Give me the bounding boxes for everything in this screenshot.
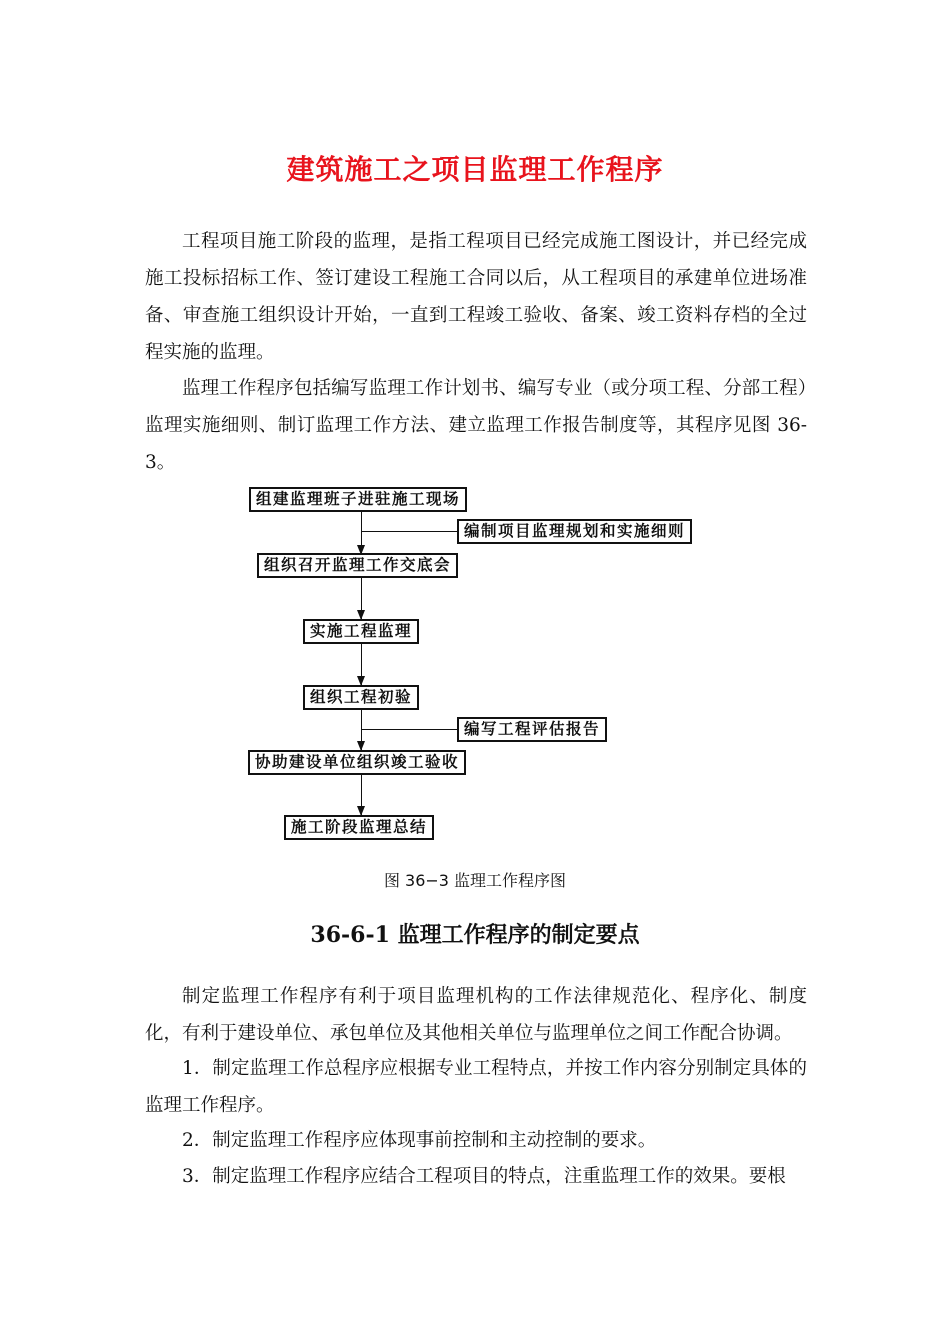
section-paragraph: 制定监理工作程序有利于项目监理机构的工作法律规范化、程序化、制度化，有利于建设单位、承包单位及其他相关单位与监理单位之间工作配合协调。 [145,986,807,1044]
side-input-connector [362,729,457,730]
flow-step-5: 协助建设单位组织竣工验收 [248,750,466,775]
intro-paragraph-1: 工程项目施工阶段的监理，是指工程项目已经完成施工图设计，并已经完成施工投标招标工作、签订建设工程施工合同以后，从工程项目的承建单位进场准备、审查施工组织设计开始，一直到工程竣工验收、备案、竣工资料存档的全过程实施的监理。 [145,231,807,363]
figure-caption: 图 36−3 监理工作程序图 [383,871,567,890]
flow-step-6: 施工阶段监理总结 [284,815,434,840]
document-title: 建筑施工之项目监理工作程序 [286,153,664,186]
list-item-1: 1．制定监理工作总程序应根据专业工程特点，并按工作内容分别制定具体的监理工作程序。 [145,1058,807,1116]
flow-step-4: 组织工程初验 [303,685,419,710]
list-item-3: 3．制定监理工作程序应结合工程项目的特点，注重监理工作的效果。要根 [182,1166,786,1187]
flow-step-1: 组建监理班子进驻施工现场 [249,487,467,512]
side-input-1: 编制项目监理规划和实施细则 [457,519,692,544]
list-item-2: 2．制定监理工作程序应体现事前控制和主动控制的要求。 [182,1130,657,1151]
side-input-connector [362,531,457,532]
flow-step-2: 组织召开监理工作交底会 [257,553,458,578]
section-heading: 36-6-1 监理工作程序的制定要点 [310,922,640,948]
flow-step-3: 实施工程监理 [303,619,419,644]
side-input-2: 编写工程评估报告 [457,717,607,742]
intro-paragraph-2: 监理工作程序包括编写监理工作计划书、编写专业（或分项工程、分部工程）监理实施细则、制订监理工作方法、建立监理工作报告制度等，其程序见图 36-3。 [145,378,807,473]
